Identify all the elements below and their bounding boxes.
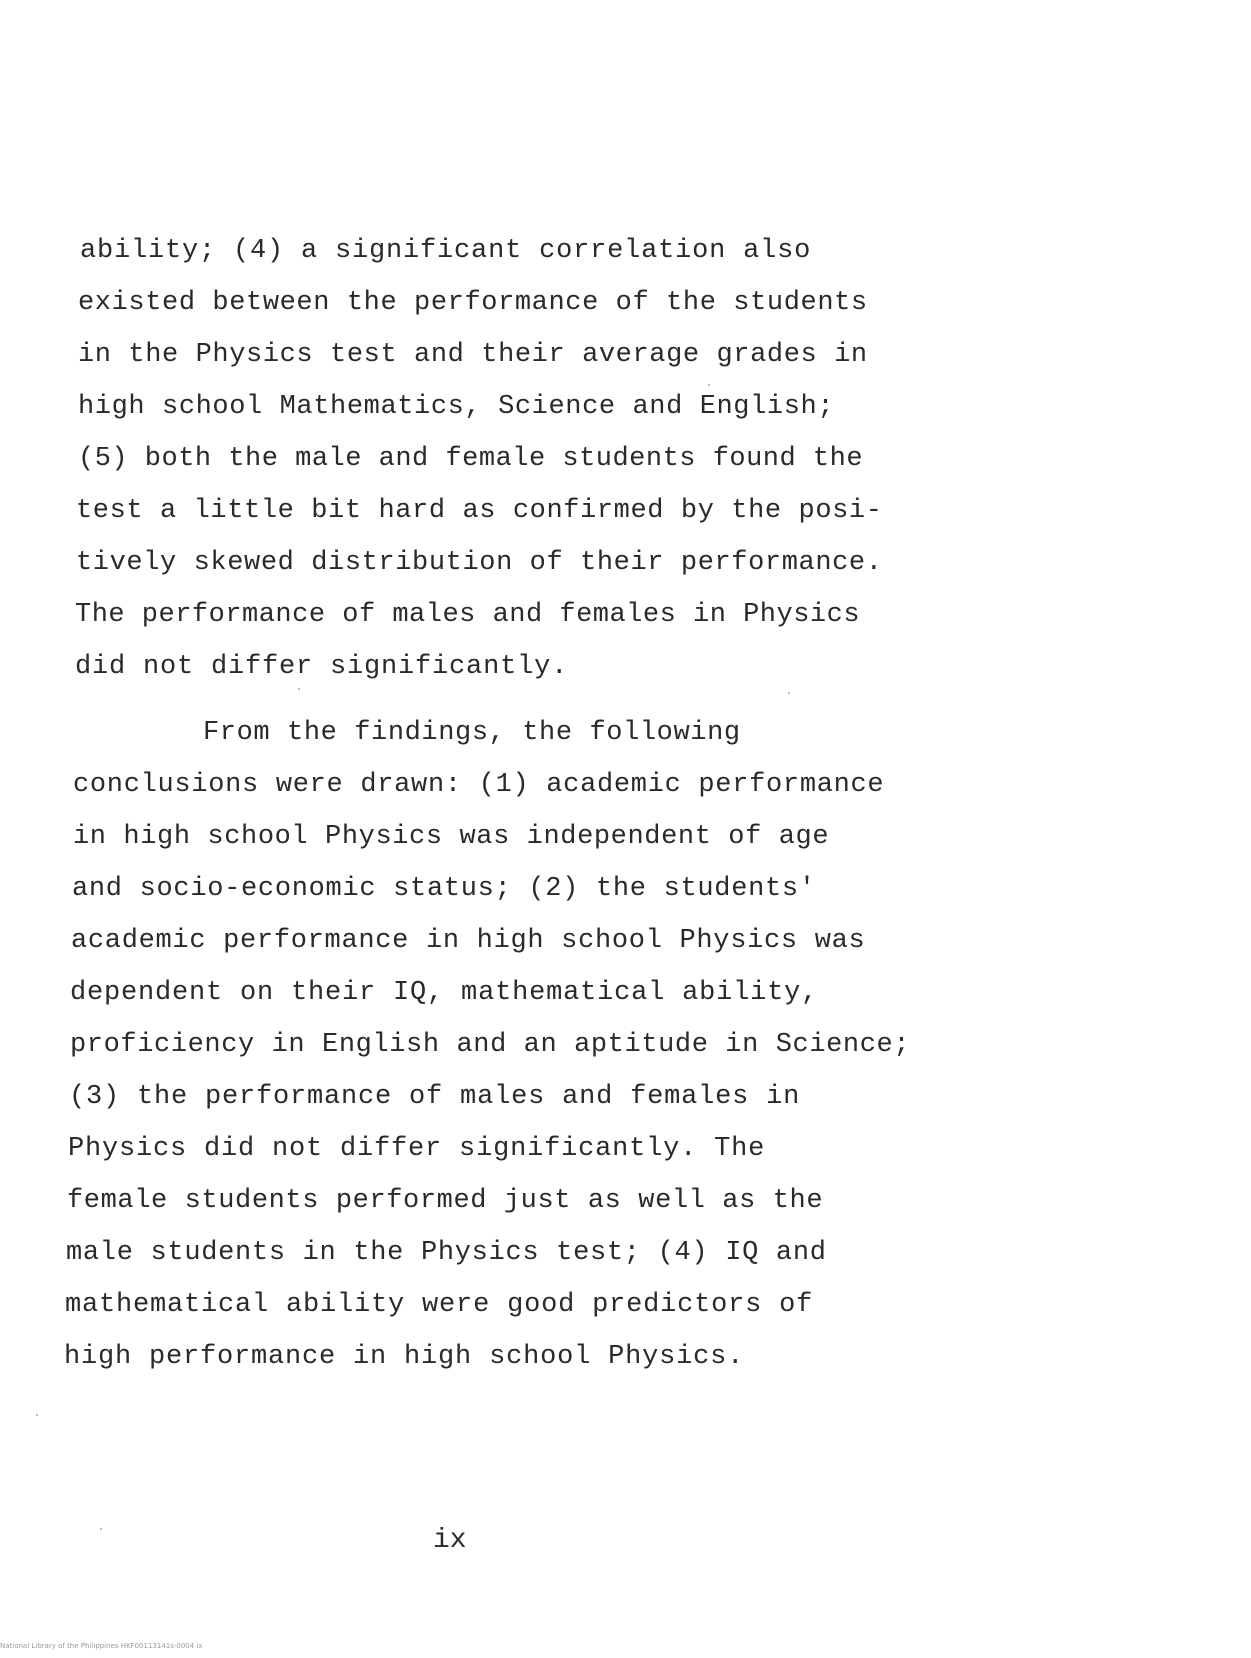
text-line: male students in the Physics test; (4) IQ and <box>66 1238 827 1268</box>
text-line: tively skewed distribution of their performance. <box>76 548 883 578</box>
text-line: existed between the performance of the students <box>78 288 868 318</box>
text-line: conclusions were drawn: (1) academic performance <box>73 770 885 800</box>
scan-speck <box>788 692 790 694</box>
text-line: test a little bit hard as confirmed by the posi- <box>76 496 883 526</box>
scan-speck <box>36 1414 38 1416</box>
scan-speck <box>298 688 300 690</box>
text-line: in the Physics test and their average grades in <box>78 340 868 370</box>
text-line: high school Mathematics, Science and English; <box>78 392 835 422</box>
page-number: ix <box>433 1525 467 1556</box>
footer-stamp: National Library of the Philippines HKF00113141s-0004 ix <box>0 1642 203 1650</box>
text-line: (5) both the male and female students found the <box>78 444 864 474</box>
text-line: ability; (4) a significant correlation also <box>80 236 812 266</box>
text-line: From the findings, the following <box>203 718 741 748</box>
text-line: mathematical ability were good predictors of <box>65 1290 814 1320</box>
text-line: (3) the performance of males and females in <box>69 1082 801 1112</box>
scan-speck <box>100 1528 102 1530</box>
text-line: did not differ significantly. <box>75 652 569 682</box>
text-line: The performance of males and females in Physics <box>75 600 861 630</box>
text-line: and socio-economic status; (2) the students' <box>72 874 816 904</box>
text-line: high performance in high school Physics. <box>64 1342 745 1372</box>
text-line: dependent on their IQ, mathematical ability, <box>70 978 819 1008</box>
text-line: academic performance in high school Physics was <box>71 926 866 956</box>
scan-speck <box>708 384 710 386</box>
text-line: Physics did not differ significantly. The <box>68 1134 766 1164</box>
text-line: proficiency in English and an aptitude in Science; <box>70 1030 911 1060</box>
text-line: female students performed just as well as the <box>67 1186 824 1216</box>
text-line: in high school Physics was independent of age <box>73 822 830 852</box>
